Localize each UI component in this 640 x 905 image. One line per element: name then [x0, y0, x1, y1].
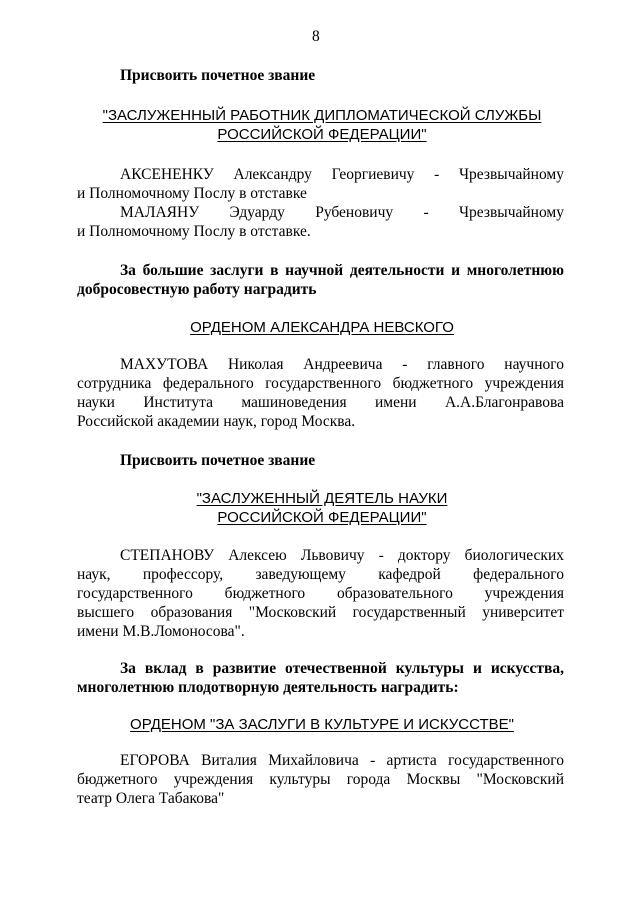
section3-title-line2: РОССИЙСКОЙ ФЕДЕРАЦИИ": [217, 509, 427, 526]
entry-egorov-line3: театр Олега Табакова": [77, 790, 225, 807]
section4-title: ОРДЕНОМ "ЗА ЗАСЛУГИ В КУЛЬТУРЕ И ИСКУССТВЕ": [130, 716, 514, 733]
section2-intro-line2: добросовестную работу наградить: [77, 281, 317, 298]
entry-egorov-line2: бюджетного учреждения культуры города Москвы "Московский: [77, 771, 564, 788]
entry-malayan-line1: МАЛАЯНУ Эдуарду Рубеновичу - Чрезвычайному: [120, 204, 564, 221]
entry-aksenenko-line2: и Полномочному Послу в отставке: [77, 185, 307, 202]
entry-stepanov-line4: высшего образования "Московский государственный университет: [77, 604, 564, 621]
entry-makhutov-line3: науки Института машиноведения имени А.А.Благонравова: [77, 394, 564, 411]
section1-intro: Присвоить почетное звание: [120, 67, 316, 84]
section2-title: ОРДЕНОМ АЛЕКСАНДРА НЕВСКОГО: [190, 319, 454, 336]
section2-intro-line1: За большие заслуги в научной деятельности и многолетнюю: [120, 262, 564, 279]
entry-malayan-line2: и Полномочному Послу в отставке.: [77, 223, 311, 240]
entry-aksenenko-line1: АКСЕНЕНКУ Александру Георгиевичу - Чрезвычайному: [120, 166, 564, 183]
entry-stepanov-line3: государственного бюджетного образовательного учреждения: [77, 585, 564, 602]
entry-stepanov-line5: имени М.В.Ломоносова".: [77, 623, 245, 640]
entry-makhutov-line4: Российской академии наук, город Москва.: [77, 413, 356, 430]
section3-title-line1: "ЗАСЛУЖЕННЫЙ ДЕЯТЕЛЬ НАУКИ: [196, 490, 448, 507]
entry-makhutov-line2: сотрудника федерального государственного бюджетного учреждения: [77, 375, 564, 392]
section4-intro-line1: За вклад в развитие отечественной культуры и искусства,: [120, 660, 564, 677]
entry-stepanov-line2: наук, профессору, заведующему кафедрой федерального: [77, 566, 564, 583]
section3-intro: Присвоить почетное звание: [120, 452, 316, 469]
section4-intro-line2: многолетнюю плодотворную деятельность наградить:: [77, 679, 459, 696]
section1-title-line2: РОССИЙСКОЙ ФЕДЕРАЦИИ": [217, 126, 427, 143]
entry-stepanov-line1: СТЕПАНОВУ Алексею Львовичу - доктору биологических: [120, 547, 564, 564]
entry-egorov-line1: ЕГОРОВА Виталия Михайловича - артиста государственного: [120, 752, 564, 769]
section1-title-line1: "ЗАСЛУЖЕННЫЙ РАБОТНИК ДИПЛОМАТИЧЕСКОЙ СЛУЖБЫ: [102, 107, 542, 124]
page-number: 8: [312, 28, 320, 45]
entry-makhutov-line1: МАХУТОВА Николая Андреевича - главного научного: [120, 356, 564, 373]
